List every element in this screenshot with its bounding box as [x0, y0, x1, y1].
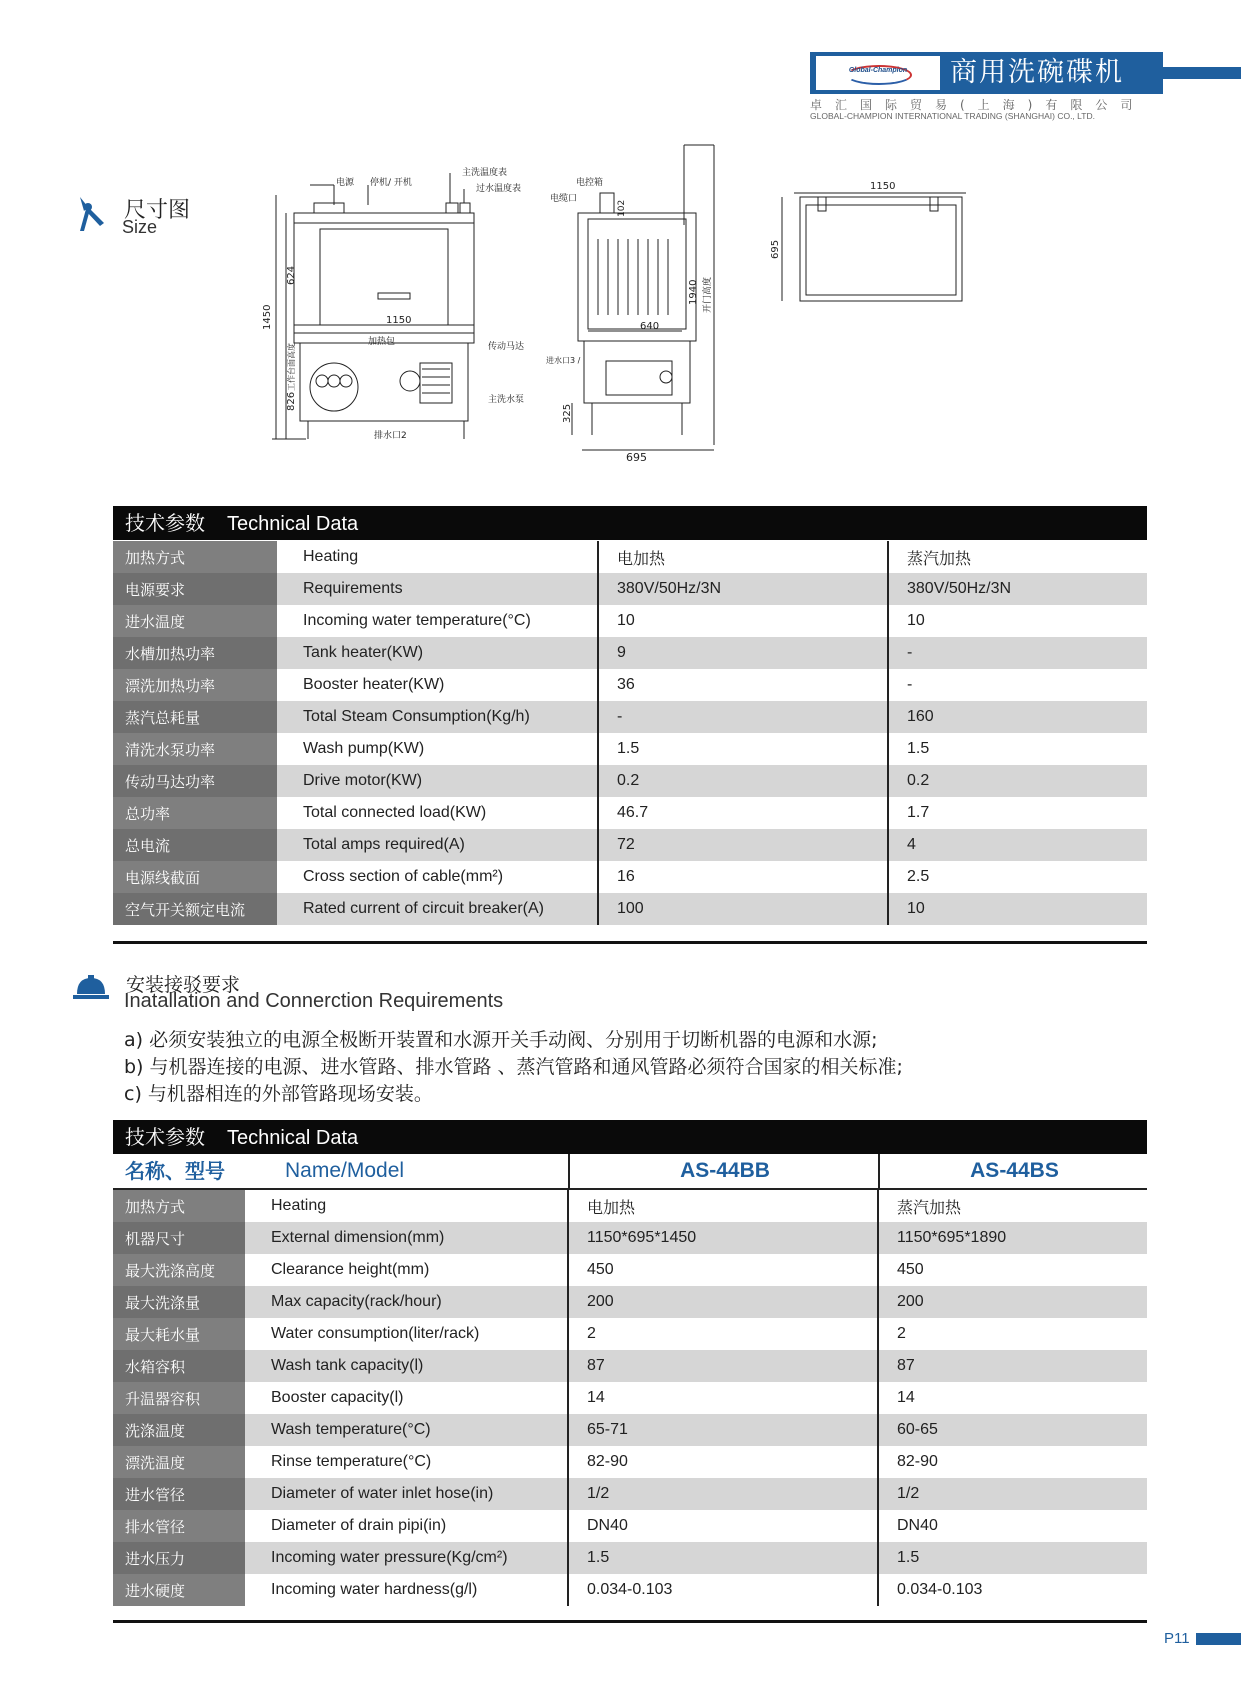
logo-text: Global-Champion [848, 67, 908, 74]
row-value-2: 蒸汽加热 [888, 541, 1147, 573]
table-row [113, 1542, 1147, 1574]
row-label-cn: 最大洗涤高度 [113, 1254, 245, 1286]
row-value-1: 87 [568, 1350, 878, 1382]
row-value-1: 1.5 [598, 733, 888, 765]
row-label-en: Booster capacity(l) [245, 1382, 568, 1414]
row-value-1: 0.034-0.103 [568, 1574, 878, 1606]
table-row [113, 1510, 1147, 1542]
row-label-en: External dimension(mm) [245, 1222, 568, 1254]
row-value-1: 10 [598, 605, 888, 637]
row-value-1: 2 [568, 1318, 878, 1350]
table-row [113, 1190, 1147, 1222]
row-value-1: 72 [598, 829, 888, 861]
row-label-cn: 总功率 [113, 797, 277, 829]
row-value-2: 蒸汽加热 [878, 1190, 1147, 1222]
row-label-en: Incoming water temperature(°C) [303, 612, 531, 629]
row-label-en: Heating [303, 548, 359, 565]
table-row [113, 669, 1147, 701]
dim-open-height: 1940 [688, 279, 699, 305]
row-value-2: 1/2 [878, 1478, 1147, 1510]
dim-total-height: 1450 [262, 304, 273, 330]
row-value-1: 9 [598, 637, 888, 669]
row-value-2: 2.5 [888, 861, 1147, 893]
row-label-cn: 最大洗涤量 [113, 1286, 245, 1318]
row-value-1: 100 [598, 893, 888, 925]
row-label-cn: 蒸汽总耗量 [113, 701, 277, 733]
row-label-en: Requirements [277, 573, 598, 605]
row-label-en: Clearance height(mm) [245, 1254, 568, 1286]
row-value-2: 380V/50Hz/3N [888, 573, 1147, 605]
table2-bottom-rule [113, 1620, 1147, 1623]
table1-title-en: Technical Data [227, 513, 359, 535]
label-drain: 排水口2 [374, 431, 407, 441]
row-label-cn: 清洗水泵功率 [113, 733, 277, 765]
row-value-1: 65-71 [568, 1414, 878, 1446]
table-row [113, 765, 1147, 797]
table-row [113, 1350, 1147, 1382]
model-label-cn: 名称、型号 [125, 1159, 225, 1183]
row-label-cn: 漂洗加热功率 [113, 669, 277, 701]
row-label-en: Water consumption(liter/rack) [245, 1318, 568, 1350]
top-view-drawing [782, 193, 966, 301]
row-label-cn: 加热方式 [113, 541, 277, 573]
row-value-2: 10 [888, 605, 1147, 637]
size-title-cn: 尺寸图 [124, 198, 191, 223]
row-label-cn: 机器尺寸 [113, 1222, 245, 1254]
label-rinse-temp-meter: 过水温度表 [476, 184, 522, 194]
row-value-2: 160 [888, 701, 1147, 733]
row-label-en: Total connected load(KW) [303, 804, 487, 821]
row-label-cn: 最大耗水量 [113, 1318, 245, 1350]
row-label-en: Heating [245, 1190, 568, 1222]
table-row [113, 797, 1147, 829]
row-label-en: Rinse temperature(°C) [245, 1446, 568, 1478]
row-value-1: 0.2 [598, 765, 888, 797]
row-value-2: 0.034-0.103 [878, 1574, 1147, 1606]
row-value-2: 60-65 [878, 1414, 1147, 1446]
row-label-cn: 水箱容积 [113, 1350, 245, 1382]
front-view-drawing [272, 173, 474, 439]
label-stop-start: 停机/ 开机 [370, 178, 412, 188]
row-label-en: Incoming water hardness(g/l) [245, 1574, 568, 1606]
row-value-2: 10 [888, 893, 1147, 925]
row-label-en: Booster heater(KW) [303, 676, 445, 693]
label-wash-pump: 主洗水泵 [488, 395, 525, 405]
technical-data-table-1 [113, 541, 1147, 925]
table-row [113, 1286, 1147, 1318]
page-number: P11 [1164, 1630, 1190, 1647]
header-accent-bar [1163, 67, 1241, 79]
dim-leg-height: 325 [562, 403, 573, 423]
row-value-2: 2 [878, 1318, 1147, 1350]
product-category-title: 商用洗碗碟机 [950, 57, 1124, 88]
model-label-en: Name/Model [285, 1159, 405, 1182]
row-value-2: 1.5 [878, 1542, 1147, 1574]
dim-front-width: 1150 [386, 315, 412, 326]
table-row [113, 733, 1147, 765]
row-value-2: DN40 [878, 1510, 1147, 1542]
dim-depth: 695 [626, 451, 647, 464]
row-value-1: 电加热 [568, 1190, 878, 1222]
row-label-en: Drive motor(KW) [277, 765, 598, 797]
table1-header [113, 506, 1147, 540]
row-label-cn: 进水管径 [113, 1478, 245, 1510]
company-logo [816, 56, 940, 90]
row-label-cn: 加热方式 [113, 1190, 245, 1222]
label-open-height: 开门高度 [703, 276, 713, 313]
model-header-row [113, 1154, 1147, 1191]
row-value-2: 450 [878, 1254, 1147, 1286]
row-value-1: 380V/50Hz/3N [598, 573, 888, 605]
row-label-en: Cross section of cable(mm²) [303, 868, 504, 885]
company-name-en: GLOBAL-CHAMPION INTERNATIONAL TRADING (SHANGHAI) CO., LTD. [810, 111, 1095, 121]
company-name-cn: 卓汇国际贸易(上海)有限公司 [810, 98, 1146, 112]
install-title-en: Inatallation and Connerction Requirements [124, 990, 504, 1012]
row-label-en: Incoming water pressure(Kg/cm²) [245, 1542, 568, 1574]
table1-title-cn: 技术参数 [125, 511, 205, 535]
install-requirement-a: a) 必须安装独立的电源全极断开装置和水源开关手动阀、分别用于切断机器的电源和水源; [124, 1029, 878, 1051]
row-label-cn: 进水压力 [113, 1542, 245, 1574]
row-label-en: Rated current of circuit breaker(A) [277, 893, 598, 925]
model-as-44bb: AS-44BB [568, 1154, 880, 1188]
row-value-2: 87 [878, 1350, 1147, 1382]
row-value-2: 1.5 [888, 733, 1147, 765]
table2-header [113, 1120, 1147, 1154]
ruler-compass-icon [74, 193, 108, 233]
table-row [113, 1318, 1147, 1350]
table-row [113, 1478, 1147, 1510]
row-label-en: Max capacity(rack/hour) [245, 1286, 568, 1318]
dim-side-top: 102 [617, 199, 627, 217]
table-row [113, 1222, 1147, 1254]
row-value-2: - [888, 637, 1147, 669]
row-value-1: 1.5 [568, 1542, 878, 1574]
size-title-en: Size [122, 217, 158, 237]
row-value-1: 36 [598, 669, 888, 701]
dim-inner-width: 640 [640, 321, 660, 332]
label-power: 电源 [336, 178, 355, 188]
row-label-en: Diameter of water inlet hose(in) [245, 1478, 568, 1510]
row-value-1: 14 [568, 1382, 878, 1414]
label-control-box: 电控箱 [576, 178, 604, 188]
table2-title-cn: 技术参数 [125, 1125, 205, 1149]
worker-helmet-icon [72, 972, 110, 1002]
table2-title-en: Technical Data [227, 1127, 359, 1149]
row-label-cn: 漂洗温度 [113, 1446, 245, 1478]
row-value-1: 82-90 [568, 1446, 878, 1478]
table-row [113, 1254, 1147, 1286]
table-row [113, 541, 1147, 573]
row-value-2: 1.7 [888, 797, 1147, 829]
row-label-en: Wash tank capacity(l) [245, 1350, 568, 1382]
row-label-cn: 空气开关额定电流 [113, 893, 277, 925]
row-label-en: Total Steam Consumption(Kg/h) [277, 701, 598, 733]
row-label-cn: 洗涤温度 [113, 1414, 245, 1446]
table-row [113, 605, 1147, 637]
row-label-en: Tank heater(KW) [277, 637, 598, 669]
row-value-2: 14 [878, 1382, 1147, 1414]
table-row [113, 893, 1147, 925]
row-value-2: 4 [888, 829, 1147, 861]
row-label-en: Wash temperature(°C) [245, 1414, 568, 1446]
table-row [113, 1446, 1147, 1478]
install-requirement-b: b) 与机器连接的电源、进水管路、排水管路 、蒸汽管路和通风管路必须符合国家的相关标准; [124, 1056, 903, 1078]
dim-working-height: 826 [286, 391, 297, 411]
row-value-1: 1150*695*1450 [568, 1222, 878, 1254]
table-row [113, 861, 1147, 893]
page-number-accent-bar [1196, 1633, 1241, 1645]
row-value-2: - [888, 669, 1147, 701]
row-label-en: Total amps required(A) [277, 829, 598, 861]
table-row [113, 1414, 1147, 1446]
row-label-cn: 电源要求 [113, 573, 277, 605]
row-label-cn: 升温器容积 [113, 1382, 245, 1414]
row-value-1: 1/2 [568, 1478, 878, 1510]
row-label-cn: 传动马达功率 [113, 765, 277, 797]
row-value-1: 46.7 [598, 797, 888, 829]
row-value-2: 1150*695*1890 [878, 1222, 1147, 1254]
table-row [113, 1574, 1147, 1606]
row-value-1: DN40 [568, 1510, 878, 1542]
row-value-1: 450 [568, 1254, 878, 1286]
row-value-1: - [598, 701, 888, 733]
label-power-inlet: 电缆口 [550, 194, 578, 204]
label-working-height: 工作台面高度 [287, 343, 296, 391]
row-label-en: Wash pump(KW) [303, 740, 425, 757]
row-label-cn: 进水硬度 [113, 1574, 245, 1606]
row-value-1: 200 [568, 1286, 878, 1318]
install-requirement-c: c) 与机器相连的外部管路现场安装。 [124, 1083, 433, 1105]
row-label-cn: 进水温度 [113, 605, 277, 637]
label-wash-temp-meter: 主洗温度表 [462, 168, 508, 178]
table-row [113, 637, 1147, 669]
table-row [113, 1382, 1147, 1414]
table-row [113, 829, 1147, 861]
table-row [113, 573, 1147, 605]
row-value-1: 电加热 [598, 541, 888, 573]
row-label-cn: 水槽加热功率 [113, 637, 277, 669]
dimension-drawings [262, 155, 1050, 495]
dim-upper-height: 624 [286, 265, 297, 285]
row-label-cn: 电源线截面 [113, 861, 277, 893]
row-label-cn: 排水管径 [113, 1510, 245, 1542]
label-heater: 加热包 [368, 337, 396, 347]
row-value-2: 82-90 [878, 1446, 1147, 1478]
row-value-2: 0.2 [888, 765, 1147, 797]
label-water-inlet: 进水口3 / [546, 356, 581, 365]
row-label-cn: 总电流 [113, 829, 277, 861]
row-value-1: 16 [598, 861, 888, 893]
row-label-en: Diameter of drain pipi(in) [245, 1510, 568, 1542]
model-as-44bs: AS-44BS [878, 1154, 1149, 1188]
install-title-cn: 安装接驳要求 [126, 974, 241, 996]
row-value-2: 200 [878, 1286, 1147, 1318]
table-row [113, 701, 1147, 733]
label-drive-motor: 传动马达 [488, 342, 525, 352]
dim-top-depth: 695 [770, 239, 781, 259]
dim-top-width: 1150 [870, 181, 896, 192]
technical-data-table-2 [113, 1190, 1147, 1606]
table1-bottom-rule [113, 941, 1147, 944]
